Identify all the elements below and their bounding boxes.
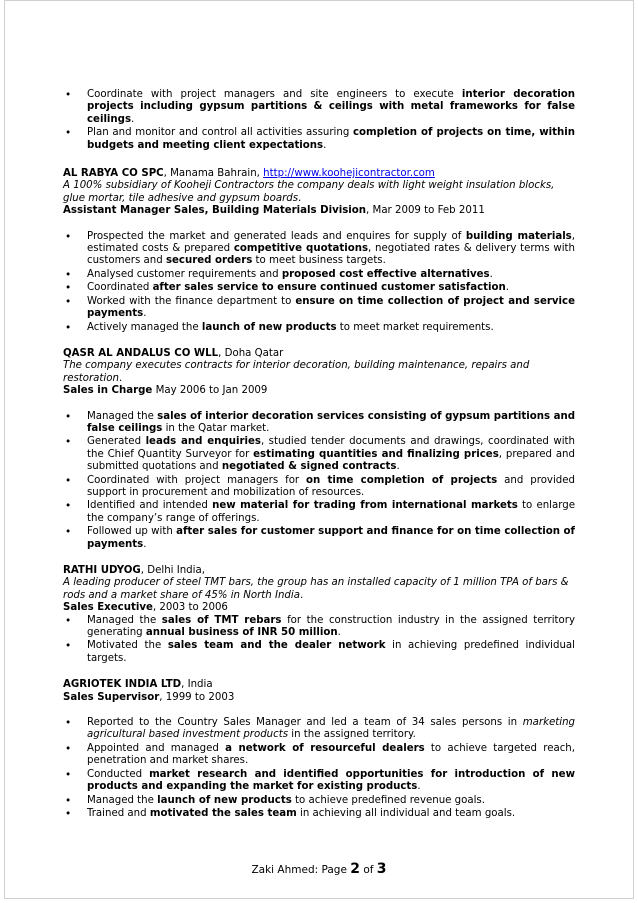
text-run: Coordinate with project managers and site engineers to execute	[87, 89, 462, 100]
bold-text: completion of projects on time, within budgets and meeting client expectations	[87, 127, 576, 151]
text-run: to achieve targeted reach, penetration and market shares.	[87, 742, 575, 767]
bold-text: a network of resourceful dealers	[225, 742, 425, 754]
role-title: Sales Executive	[63, 602, 153, 614]
role-dates: , 2003 to 2006	[152, 602, 228, 614]
company-section	[63, 348, 575, 551]
bullet-item	[63, 526, 575, 551]
bullet-item	[63, 717, 575, 742]
text-run: to meet business targets.	[252, 255, 386, 267]
company-name: RATHI UDYOG	[63, 565, 141, 576]
company-line	[63, 565, 575, 577]
text-run: for the construction industry in the assigned territory generating	[87, 614, 575, 639]
text-run: Motivated the	[87, 640, 168, 652]
text-run: .	[396, 461, 400, 473]
bold-text: leads and enquiries	[145, 436, 261, 448]
text-run: , prepared and submitted quotations and	[87, 448, 575, 473]
company-location: , Doha Qatar	[218, 347, 284, 359]
company-description	[63, 360, 575, 385]
company-description	[63, 577, 575, 602]
company-section	[63, 565, 575, 665]
page-footer	[5, 861, 633, 877]
role-line	[63, 692, 575, 704]
bullet-item	[63, 640, 575, 665]
resume-page	[4, 0, 634, 899]
text-run: .	[417, 781, 421, 793]
text-run: in achieving predefined individual targets.	[87, 640, 576, 664]
bold-text: launch of new products	[157, 794, 292, 806]
bullet-item	[63, 282, 575, 294]
description-text: A leading producer of steel TMT bars, the group has an installed capacity of 1 million TPA of bars & rods and a market share of 45% in North India	[63, 577, 569, 601]
company-line	[63, 168, 575, 180]
bullet-item	[63, 500, 575, 525]
role-title: Sales in Charge	[63, 385, 153, 397]
role-title: Sales Supervisor	[63, 691, 160, 703]
role-dates: May 2006 to Jan 2009	[152, 385, 268, 397]
text-run: Reported to the Country Sales Manager and led a team of 34 sales persons in	[87, 717, 523, 729]
text-run: .	[337, 627, 341, 639]
text-run: to meet market requirements.	[336, 321, 494, 333]
text-run: Coordinated	[87, 282, 153, 294]
company-location: , Manama Bahrain,	[163, 168, 264, 180]
company-website-link[interactable]: http://www.koohejicontractor.com	[263, 168, 435, 180]
bullet-item	[63, 127, 575, 152]
text-run: .	[143, 308, 147, 320]
bold-text: market research and identified opportunities for introduction of new products and expanding the market for existing products	[87, 768, 575, 793]
text-run: Identified and intended	[87, 500, 213, 512]
footer-prefix: Zaki Ahmed: Page	[251, 864, 351, 876]
company-line	[63, 348, 575, 360]
bullet-item	[63, 808, 575, 820]
role-line	[63, 205, 575, 217]
bold-text: competitive quotations	[233, 243, 369, 255]
text-run: to achieve predefined revenue goals.	[291, 794, 485, 806]
description-end: .	[299, 589, 304, 601]
text-run: Generated	[87, 436, 146, 448]
bullet-item	[63, 296, 575, 321]
bullet-item	[63, 795, 575, 807]
footer-page-number: 2	[350, 861, 360, 877]
role-line	[63, 385, 575, 397]
text-run: , studied tender documents and drawings, coordinated with the Chief Quantity Surveyor for	[87, 436, 575, 460]
bold-text: launch of new products	[201, 321, 337, 333]
bold-text: sales of interior decoration services consisting of gypsum partitions and false ceilings	[87, 410, 575, 434]
text-run: .	[131, 113, 135, 125]
responsibility-list	[63, 411, 575, 551]
top-bullet-list	[63, 89, 575, 152]
bold-text: secured orders	[165, 255, 253, 267]
bold-text: motivated the sales team	[149, 807, 297, 819]
description-text: A 100% subsidiary of Kooheji Contractors the company deals with light weight insulation blocks, glue mortar, tile adhesive and gypsum boards	[63, 180, 555, 204]
bullet-item	[63, 743, 575, 768]
bold-text: proposed cost effective alternatives	[281, 268, 490, 280]
bullet-item	[63, 269, 575, 281]
text-run: .	[505, 282, 509, 294]
italic-text: marketing agricultural based investment products	[87, 717, 575, 741]
bold-text: sales team and the dealer network	[167, 640, 386, 652]
bullet-item	[63, 475, 575, 500]
text-run: Actively managed the	[87, 321, 202, 333]
text-run: Trained and	[87, 807, 150, 819]
text-run: Analysed customer requirements and	[87, 268, 282, 280]
description-end: .	[298, 192, 302, 204]
bold-text: estimating quantities and finalizing prices	[253, 448, 499, 460]
bullet-item	[63, 89, 575, 126]
bold-text: sales of TMT rebars	[161, 614, 282, 626]
bold-text: after sales for customer support and finance for on time collection of payments	[87, 526, 575, 550]
text-run: Managed the	[87, 410, 158, 422]
role-dates: , 1999 to 2003	[159, 691, 235, 703]
footer-total-pages: 3	[376, 861, 387, 877]
text-run: , estimated costs & prepared	[87, 230, 576, 255]
footer-of: of	[360, 864, 377, 876]
bullet-item	[63, 436, 575, 473]
bullet-item	[63, 322, 575, 334]
responsibility-list	[63, 717, 575, 820]
bold-text: on time completion of projects	[306, 474, 498, 486]
company-name: AGRIOTEK INDIA LTD	[63, 679, 182, 691]
text-run: , negotiated rates & delivery terms with customers and	[87, 243, 576, 267]
bold-text: negotiated & signed contracts	[221, 461, 397, 473]
company-section	[63, 168, 575, 334]
text-run: Managed the	[87, 794, 158, 806]
text-run: Managed the	[87, 614, 162, 626]
bold-text: ensure on time collection of project and service payments	[87, 295, 576, 320]
responsibility-list	[63, 231, 575, 334]
description-end: .	[118, 372, 123, 384]
text-run: and provided support in procurement and mobilization of resources.	[87, 474, 575, 498]
experience-sections	[63, 168, 575, 820]
text-run: Coordinated with project managers for	[87, 474, 307, 486]
text-run: in the assigned territory.	[288, 729, 416, 741]
bold-text: annual business of INR 50 million	[145, 627, 338, 639]
text-run: .	[489, 268, 493, 280]
company-section	[63, 679, 575, 820]
company-location: , Delhi India,	[140, 565, 205, 576]
text-run: Plan and monitor and control all activities assuring	[87, 127, 354, 139]
text-run: Prospected the market and generated leads and enquires for supply of	[87, 230, 466, 242]
text-run: Followed up with	[87, 526, 177, 538]
text-run: .	[323, 139, 327, 151]
bold-text: after sales service to ensure continued customer satisfaction	[152, 282, 506, 294]
text-run: in achieving all individual and team goals.	[296, 807, 516, 819]
page-content	[63, 89, 575, 821]
company-description	[63, 180, 575, 205]
bullet-item	[63, 615, 575, 640]
company-location: , India	[181, 679, 213, 691]
text-run: Conducted	[87, 768, 150, 780]
role-title: Assistant Manager Sales, Building Materials Division	[63, 205, 367, 217]
company-name: AL RABYA CO SPC	[63, 168, 164, 180]
role-dates: , Mar 2009 to Feb 2011	[366, 205, 485, 217]
bullet-item	[63, 231, 575, 268]
bold-text: new material for trading from international markets	[212, 500, 518, 512]
description-text: The company executes contracts for interior decoration, building maintenance, repairs and restoration	[63, 360, 530, 384]
text-run: Appointed and managed	[87, 742, 226, 754]
bullet-item	[63, 769, 575, 794]
text-run: in the Qatar market.	[162, 422, 270, 434]
bold-text: building materials	[465, 230, 572, 242]
company-name: QASR AL ANDALUS CO WLL	[63, 347, 219, 359]
bold-text: interior decoration projects including gypsum partitions & ceilings with metal frameworks for false ceilings	[87, 89, 575, 125]
text-run: to enlarge the company’s range of offerings.	[87, 500, 575, 524]
text-run: Worked with the finance department to	[87, 295, 296, 307]
responsibility-list	[63, 615, 575, 666]
company-line	[63, 679, 575, 691]
role-line	[63, 602, 575, 614]
bullet-item	[63, 411, 575, 436]
text-run: .	[143, 538, 147, 550]
